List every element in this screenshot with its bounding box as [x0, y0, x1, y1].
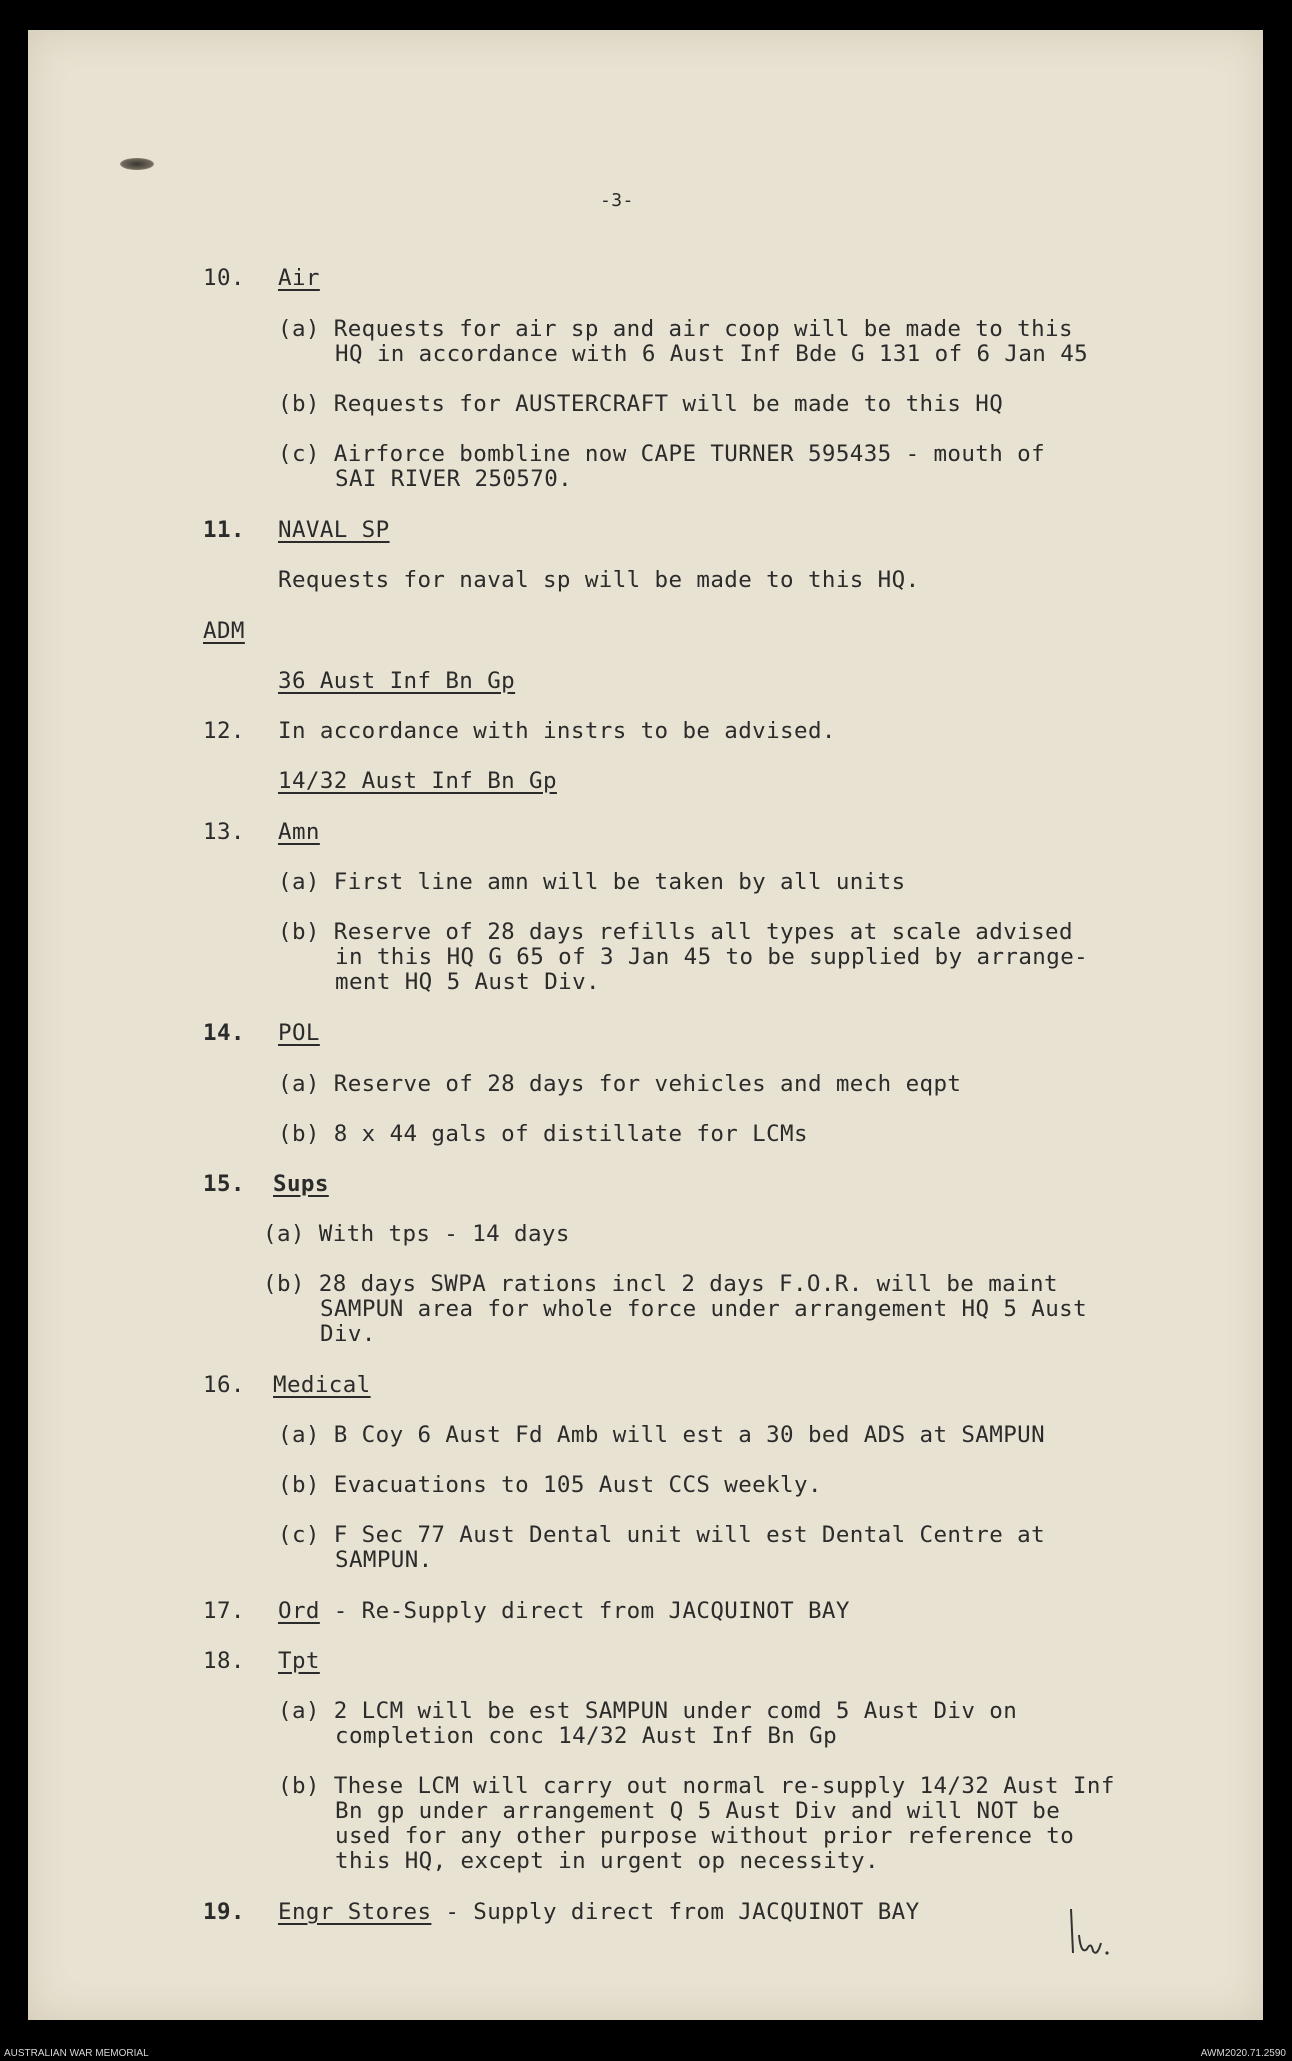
para-18b-line1: (b) These LCM will carry out normal re-supply 14/32 Aust Inf [278, 1773, 1115, 1799]
para-13-heading: Amn [278, 819, 320, 845]
para-19-body: - Supply direct from JACQUINOT BAY [431, 1899, 920, 1925]
page-number: -3- [600, 190, 634, 211]
para-15b-line3: Div. [320, 1321, 376, 1347]
para-16b: (b) Evacuations to 105 Aust CCS weekly. [278, 1472, 822, 1498]
para-18a-line2: completion conc 14/32 Aust Inf Bn Gp [335, 1723, 838, 1749]
para-17-body: - Re-Supply direct from JACQUINOT BAY [319, 1598, 850, 1624]
para-17-heading: Ord [278, 1598, 320, 1624]
para-15-heading: Sups [273, 1171, 329, 1197]
para-14-heading: POL [278, 1020, 320, 1046]
para-10-number: 10. [203, 265, 245, 291]
para-11-text: Requests for naval sp will be made to this HQ. [278, 567, 920, 593]
document-page [28, 30, 1263, 2020]
para-14b: (b) 8 x 44 gals of distillate for LCMs [278, 1121, 808, 1147]
adm-subheading-1432: 14/32 Aust Inf Bn Gp [278, 768, 557, 794]
para-10-heading: Air [278, 265, 320, 291]
para-16c-line1: (c) F Sec 77 Aust Dental unit will est Dental Centre at [278, 1522, 1046, 1548]
para-15-number: 15. [203, 1171, 245, 1197]
para-19-heading: Engr Stores [278, 1899, 432, 1925]
para-10c-line1: (c) Airforce bombline now CAPE TURNER 595435 - mouth of [278, 441, 1046, 467]
para-17-number: 17. [203, 1598, 245, 1624]
para-11-heading: NAVAL SP [278, 517, 390, 543]
para-19-text [278, 1899, 920, 1925]
para-15b-line2: SAMPUN area for whole force under arrangement HQ 5 Aust [320, 1296, 1088, 1322]
para-12-number: 12. [203, 718, 245, 744]
para-10c-line2: SAI RIVER 250570. [335, 466, 573, 492]
para-18b-line3: used for any other purpose without prior reference to [335, 1823, 1075, 1849]
para-17-text [278, 1598, 850, 1624]
para-18-number: 18. [203, 1648, 245, 1674]
para-16a: (a) B Coy 6 Aust Fd Amb will est a 30 bed ADS at SAMPUN [278, 1422, 1046, 1448]
para-10a-line2: HQ in accordance with 6 Aust Inf Bde G 131 of 6 Jan 45 [335, 341, 1089, 367]
para-18-heading: Tpt [278, 1648, 320, 1674]
para-18b-line4: this HQ, except in urgent op necessity. [335, 1848, 879, 1874]
para-10b: (b) Requests for AUSTERCRAFT will be made to this HQ [278, 391, 1004, 417]
handwritten-initials [1063, 1905, 1123, 1965]
footer-right: AWM2020.71.2590 [1200, 2048, 1286, 2059]
para-14-number: 14. [203, 1020, 245, 1046]
adm-subheading-36: 36 Aust Inf Bn Gp [278, 668, 516, 694]
para-16-heading: Medical [273, 1372, 371, 1398]
para-18b-line2: Bn gp under arrangement Q 5 Aust Div and will NOT be [335, 1798, 1061, 1824]
footer-left: AUSTRALIAN WAR MEMORIAL [4, 2048, 149, 2059]
para-15b-line1: (b) 28 days SWPA rations incl 2 days F.O.R. will be maint [263, 1271, 1058, 1297]
para-18a-line1: (a) 2 LCM will be est SAMPUN under comd 5 Aust Div on [278, 1698, 1018, 1724]
para-13b-line2: in this HQ G 65 of 3 Jan 45 to be supplied by arrange- [335, 944, 1089, 970]
para-11-number: 11. [203, 517, 245, 543]
para-13b-line3: ment HQ 5 Aust Div. [335, 969, 600, 995]
adm-heading: ADM [203, 618, 245, 644]
para-13-number: 13. [203, 819, 245, 845]
para-19-number: 19. [203, 1899, 245, 1925]
punch-hole [120, 158, 154, 170]
para-13a: (a) First line amn will be taken by all units [278, 869, 906, 895]
para-13b-line1: (b) Reserve of 28 days refills all types at scale advised [278, 919, 1073, 945]
para-16c-line2: SAMPUN. [335, 1547, 433, 1573]
para-10a-line1: (a) Requests for air sp and air coop will be made to this [278, 316, 1073, 342]
para-15a: (a) With tps - 14 days [263, 1221, 570, 1247]
para-16-number: 16. [203, 1372, 245, 1398]
para-12-text: In accordance with instrs to be advised. [278, 718, 836, 744]
para-14a: (a) Reserve of 28 days for vehicles and mech eqpt [278, 1071, 962, 1097]
